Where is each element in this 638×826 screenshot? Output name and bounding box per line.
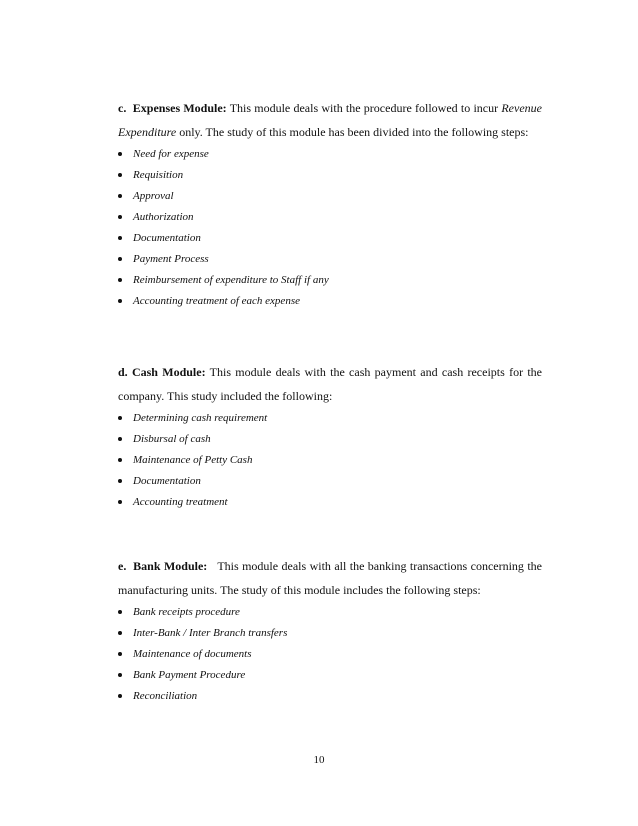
list-item (118, 665, 542, 686)
bank-line1-text: This module deals with all the banking transactions concerning the (217, 559, 543, 573)
list-item (118, 408, 542, 429)
bank-heading: Bank Module: (133, 559, 208, 573)
cash-steps-list (118, 408, 542, 513)
cash-line2-text: company. This study included the following: (118, 389, 333, 403)
cash-line-2 (118, 384, 542, 408)
bullet-icon (118, 152, 122, 156)
list-item-text: Maintenance of Petty Cash (133, 454, 253, 466)
list-item-text: Approval (133, 190, 174, 202)
bullet-icon (118, 194, 122, 198)
list-item-text: Bank receipts procedure (133, 606, 240, 618)
list-item-text: Accounting treatment (133, 496, 228, 508)
list-item (118, 602, 542, 623)
list-item-text: Authorization (133, 211, 194, 223)
list-item (118, 249, 542, 270)
list-item (118, 623, 542, 644)
bullet-icon (118, 215, 122, 219)
list-item (118, 207, 542, 228)
expenses-line-1 (118, 96, 542, 120)
bank-module-paragraph (118, 554, 542, 602)
cash-line-1 (118, 360, 542, 384)
list-item-text: Need for expense (133, 148, 209, 160)
list-item-text: Accounting treatment of each expense (133, 295, 300, 307)
expenses-steps-list (118, 144, 542, 312)
bullet-icon (118, 257, 122, 261)
cash-module-paragraph (118, 360, 542, 408)
bullet-icon (118, 500, 122, 504)
list-item-text: Disbursal of cash (133, 433, 211, 445)
bank-line2-text: manufacturing units. The study of this module includes the following steps: (118, 583, 481, 597)
expenses-line1-text: This module deals with the procedure followed to incur (229, 101, 499, 115)
list-item (118, 471, 542, 492)
list-item (118, 270, 542, 291)
bullet-icon (118, 278, 122, 282)
list-item-text: Maintenance of documents (133, 648, 252, 660)
list-item (118, 450, 542, 471)
expenses-module-section (118, 96, 542, 312)
cash-line1-text: This module deals with the cash payment and cash receipts for the (209, 365, 542, 379)
bullet-icon (118, 437, 122, 441)
bullet-icon (118, 694, 122, 698)
expenses-line2-italic: Expenditure (118, 125, 177, 139)
list-item-text: Determining cash requirement (133, 412, 268, 424)
bullet-icon (118, 458, 122, 462)
expenses-module-paragraph (118, 96, 542, 144)
list-item-text: Bank Payment Procedure (133, 669, 246, 681)
bank-module-section (118, 554, 542, 707)
cash-heading: Cash Module: (131, 365, 206, 379)
bullet-icon (118, 631, 122, 635)
list-item (118, 165, 542, 186)
list-item-text: Reconciliation (133, 690, 198, 702)
bank-line-2 (118, 578, 542, 602)
list-item-text: Requisition (133, 169, 184, 181)
list-item (118, 429, 542, 450)
bullet-icon (118, 673, 122, 677)
cash-letter: d. (118, 365, 128, 379)
list-item-text: Documentation (133, 232, 201, 244)
bullet-icon (118, 416, 122, 420)
bank-letter: e. (118, 559, 127, 573)
list-item (118, 492, 542, 513)
expenses-line1-italic: Revenue (501, 101, 542, 115)
expenses-letter: c. (118, 101, 127, 115)
page-number: 10 (313, 754, 325, 766)
bullet-icon (118, 236, 122, 240)
bullet-icon (118, 299, 122, 303)
list-item-text: Payment Process (133, 253, 209, 265)
list-item (118, 686, 542, 707)
list-item-text: Inter-Bank / Inter Branch transfers (133, 627, 288, 639)
bullet-icon (118, 479, 122, 483)
expenses-line2-text: only. The study of this module has been divided into the following steps: (179, 125, 529, 139)
list-item (118, 644, 542, 665)
list-item (118, 228, 542, 249)
list-item (118, 291, 542, 312)
expenses-heading: Expenses Module: (132, 101, 227, 115)
bullet-icon (118, 610, 122, 614)
cash-module-section (118, 360, 542, 513)
bullet-icon (118, 652, 122, 656)
expenses-line-2 (118, 120, 542, 144)
bank-line-1 (118, 554, 542, 578)
list-item-text: Reimbursement of expenditure to Staff if any (133, 274, 329, 286)
list-item (118, 144, 542, 165)
list-item-text: Documentation (133, 475, 201, 487)
bullet-icon (118, 173, 122, 177)
list-item (118, 186, 542, 207)
bank-steps-list (118, 602, 542, 707)
